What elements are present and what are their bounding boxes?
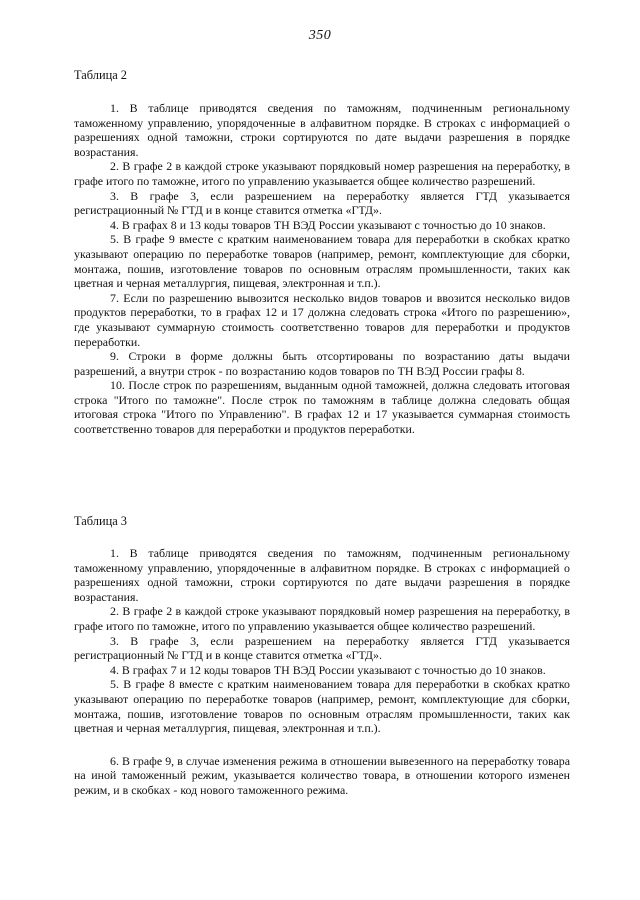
paragraph: 2. В графе 2 в каждой строке указывают порядковый номер разрешения на переработку, в графе итого по таможне, итого по управлению указывается общее количество разрешений. bbox=[74, 604, 570, 633]
paragraph-list bbox=[74, 546, 570, 798]
paragraph-list bbox=[74, 101, 570, 437]
paragraph: 5. В графе 9 вместе с кратким наименованием товара для переработки в скобках кратко указывают операцию по переработке товаров (например, ремонт, комплектующие для сборки, монтажа, пошив, изготовление товаров по основным отраслям промышленности, таких как цветная и черная металлургия, пищевая, электронная и т.п.). bbox=[74, 232, 570, 291]
section-title: Таблица 3 bbox=[74, 514, 127, 528]
page-number: 350 bbox=[308, 28, 332, 43]
paragraph: 9. Строки в форме должны быть отсортированы по возрастанию даты выдачи разрешений, а внутри строк - по возрастанию кодов товаров по ТН ВЭД России графы 8. bbox=[74, 349, 570, 378]
table-2-notes bbox=[74, 68, 570, 437]
paragraph: 4. В графах 7 и 12 коды товаров ТН ВЭД России указывают с точностью до 10 знаков. bbox=[110, 662, 546, 677]
paragraph: 1. В таблице приводятся сведения по таможням, подчиненным региональному таможенному управлению, упорядоченные в алфавитном порядке. В строках с информацией о разрешениях одной таможни, строки сортируются по дате выдачи разрешения в порядке возрастания. bbox=[74, 101, 570, 159]
paragraph: 3. В графе 3, если разрешением на переработку является ГТД указывается регистрационный № ГТД и в конце ставится отметка «ГТД». bbox=[74, 633, 570, 663]
paragraph: 7. Если по разрешению вывозится несколько видов товаров и ввозится несколько видов продуктов переработки, то в графах 12 и 17 должна следовать строка «Итого по разрешению», где указывают суммарную стоимость соответственно товаров для переработки и продуктов переработки. bbox=[74, 290, 570, 349]
paragraph: 3. В графе 3, если разрешением на переработку является ГТД указывается регистрационный № ГТД и в конце ставится отметка «ГТД». bbox=[74, 188, 570, 218]
paragraph: 1. В таблице приводятся сведения по таможням, подчиненным региональному таможенному управлению, упорядоченные в алфавитном порядке. В строках с информацией о разрешениях одной таможни, строки сортируются по дате выдачи разрешения в порядке возрастания. bbox=[74, 546, 570, 604]
paragraph: 2. В графе 2 в каждой строке указывают порядковый номер разрешения на переработку, в графе итого по таможне, итого по управлению указывается общее количество разрешений. bbox=[74, 159, 570, 188]
table-3-notes bbox=[74, 514, 570, 798]
paragraph: 10. После строк по разрешениям, выданным одной таможней, должна следовать итоговая строка "Итого по таможне". После строк по таможням в таблице должна следовать общая итоговая строка "Итого по Управлению". В графах 12 и 17 указывается суммарная стоимость соответственно товаров для переработки и продуктов переработки. bbox=[74, 378, 570, 437]
paragraph: 5. В графе 8 вместе с кратким наименованием товара для переработки в скобках кратко указывают операцию по переработке товаров (например, ремонт, комплектующие для сборки, монтажа, пошив, изготовление товаров по основным отраслям промышленности, таких как цветная и черная металлургия, пищевая, электронная и т.п.). bbox=[74, 677, 570, 736]
paragraph: 6. В графе 9, в случае изменения режима в отношении вывезенного на переработку товара на иной таможенный режим, указывается количество товара, в отношении которого изменен режим, и в скобках - код нового таможенного режима. bbox=[74, 753, 570, 797]
paragraph: 4. В графах 8 и 13 коды товаров ТН ВЭД России указывают с точностью до 10 знаков. bbox=[110, 217, 546, 232]
section-title: Таблица 2 bbox=[74, 68, 127, 82]
